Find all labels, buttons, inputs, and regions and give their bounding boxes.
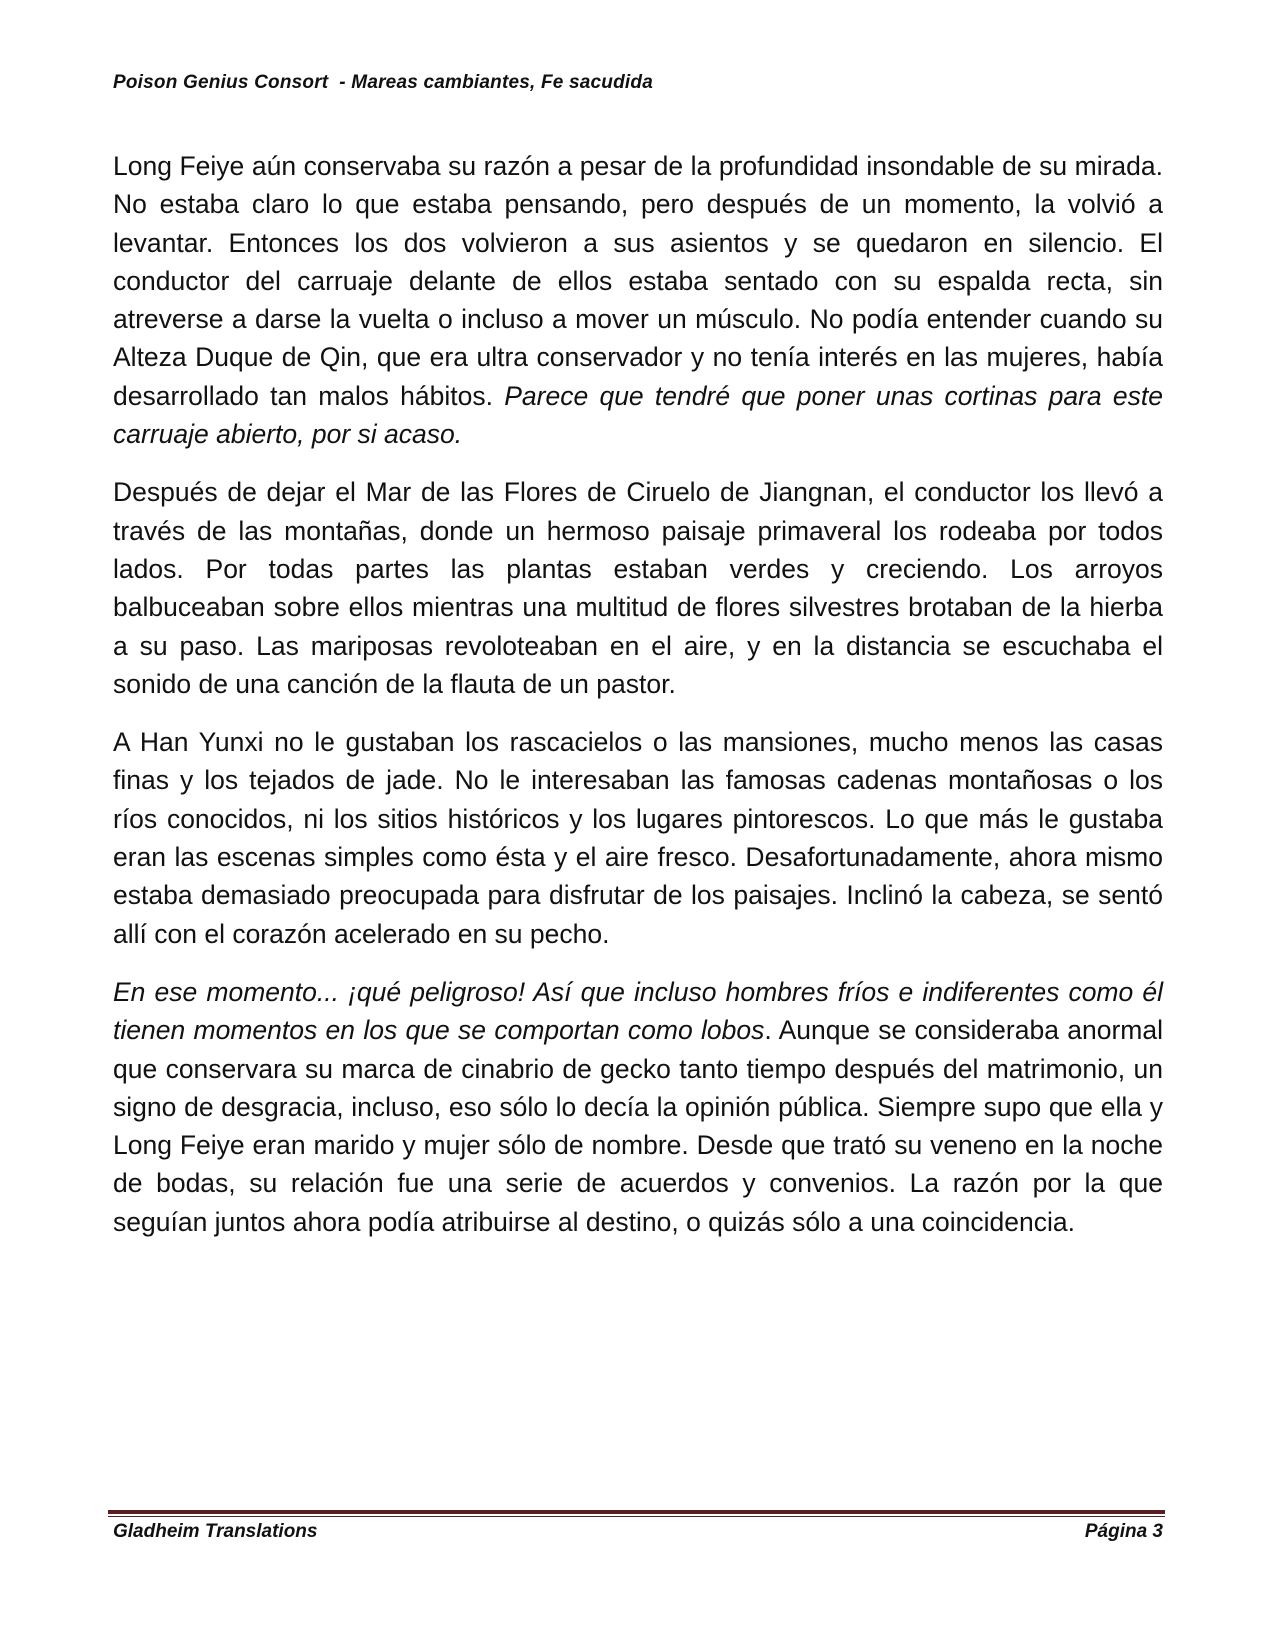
paragraph-3-text: A Han Yunxi no le gustaban los rascacielos o las mansiones, mucho menos las casas finas y los tejados de jade. No le interesaban las famosas cadenas montañosas o los ríos conocidos, ni los sitios históricos y los lugares pintorescos. Lo que más le gustaba eran las escenas simples como ésta y el aire fresco. Desafortunadamente, ahora mismo estaba demasiado preocupada para disfrutar de los paisajes. Inclinó la cabeza, se sentó allí con el corazón acelerado en su pecho.	[113, 727, 1163, 949]
running-header: Poison Genius Consort - Mareas cambiantes, Fe sacudida	[113, 72, 653, 93]
footer-rule	[108, 1510, 1165, 1517]
paragraph-4	[113, 973, 1163, 1241]
paragraph-1-italic: Parece que tendré que poner unas cortinas para este carruaje abierto, por si acaso.	[113, 380, 1163, 450]
footer-publisher: Gladheim Translations	[113, 1521, 318, 1542]
footer-rule-thin	[108, 1516, 1165, 1517]
page-footer	[113, 1521, 1163, 1543]
paragraph-1	[113, 147, 1163, 453]
paragraph-3	[113, 723, 1163, 953]
paragraph-4-text: . Aunque se consideraba anormal que conservara su marca de cinabrio de gecko tanto tiempo después del matrimonio, un signo de desgracia, incluso, eso sólo lo decía la opinión pública. Siempre supo que ella y Long Feiye eran marido y mujer sólo de nombre. Desde que trató su veneno en la noche de bodas, su relación fue una serie de acuerdos y convenios. La razón por la que seguían juntos ahora podía atribuirse al destino, o quizás sólo a una coincidencia.	[113, 1015, 1163, 1237]
paragraph-1-text: Long Feiye aún conservaba su razón a pesar de la profundidad insondable de su mirada. No estaba claro lo que estaba pensando, pero después de un momento, la volvió a levantar. Entonces los dos volvieron a sus asientos y se quedaron en silencio. El conductor del carruaje delante de ellos estaba sentado con su espalda recta, sin atreverse a darse la vuelta o incluso a mover un músculo. No podía entender cuando su Alteza Duque de Qin, que era ultra conservador y no tenía interés en las mujeres, había desarrollado tan malos hábitos.	[113, 151, 1163, 411]
paragraph-2	[113, 473, 1163, 703]
paragraph-4-italic: En ese momento... ¡qué peligroso! Así que incluso hombres fríos e indiferentes como él tienen momentos en los que se comportan como lobos	[113, 976, 1163, 1046]
page-number: Página 3	[1084, 1521, 1163, 1542]
paragraph-2-text: Después de dejar el Mar de las Flores de Ciruelo de Jiangnan, el conductor los llevó a través de las montañas, donde un hermoso paisaje primaveral los rodeaba por todos lados. Por todas partes las plantas estaban verdes y creciendo. Los arroyos balbuceaban sobre ellos mientras una multitud de flores silvestres brotaban de la hierba a su paso. Las mariposas revoloteaban en el aire, y en la distancia se escuchaba el sonido de una canción de la flauta de un pastor.	[113, 477, 1163, 699]
footer-rule-thick	[108, 1510, 1165, 1514]
body-text	[113, 147, 1163, 1261]
